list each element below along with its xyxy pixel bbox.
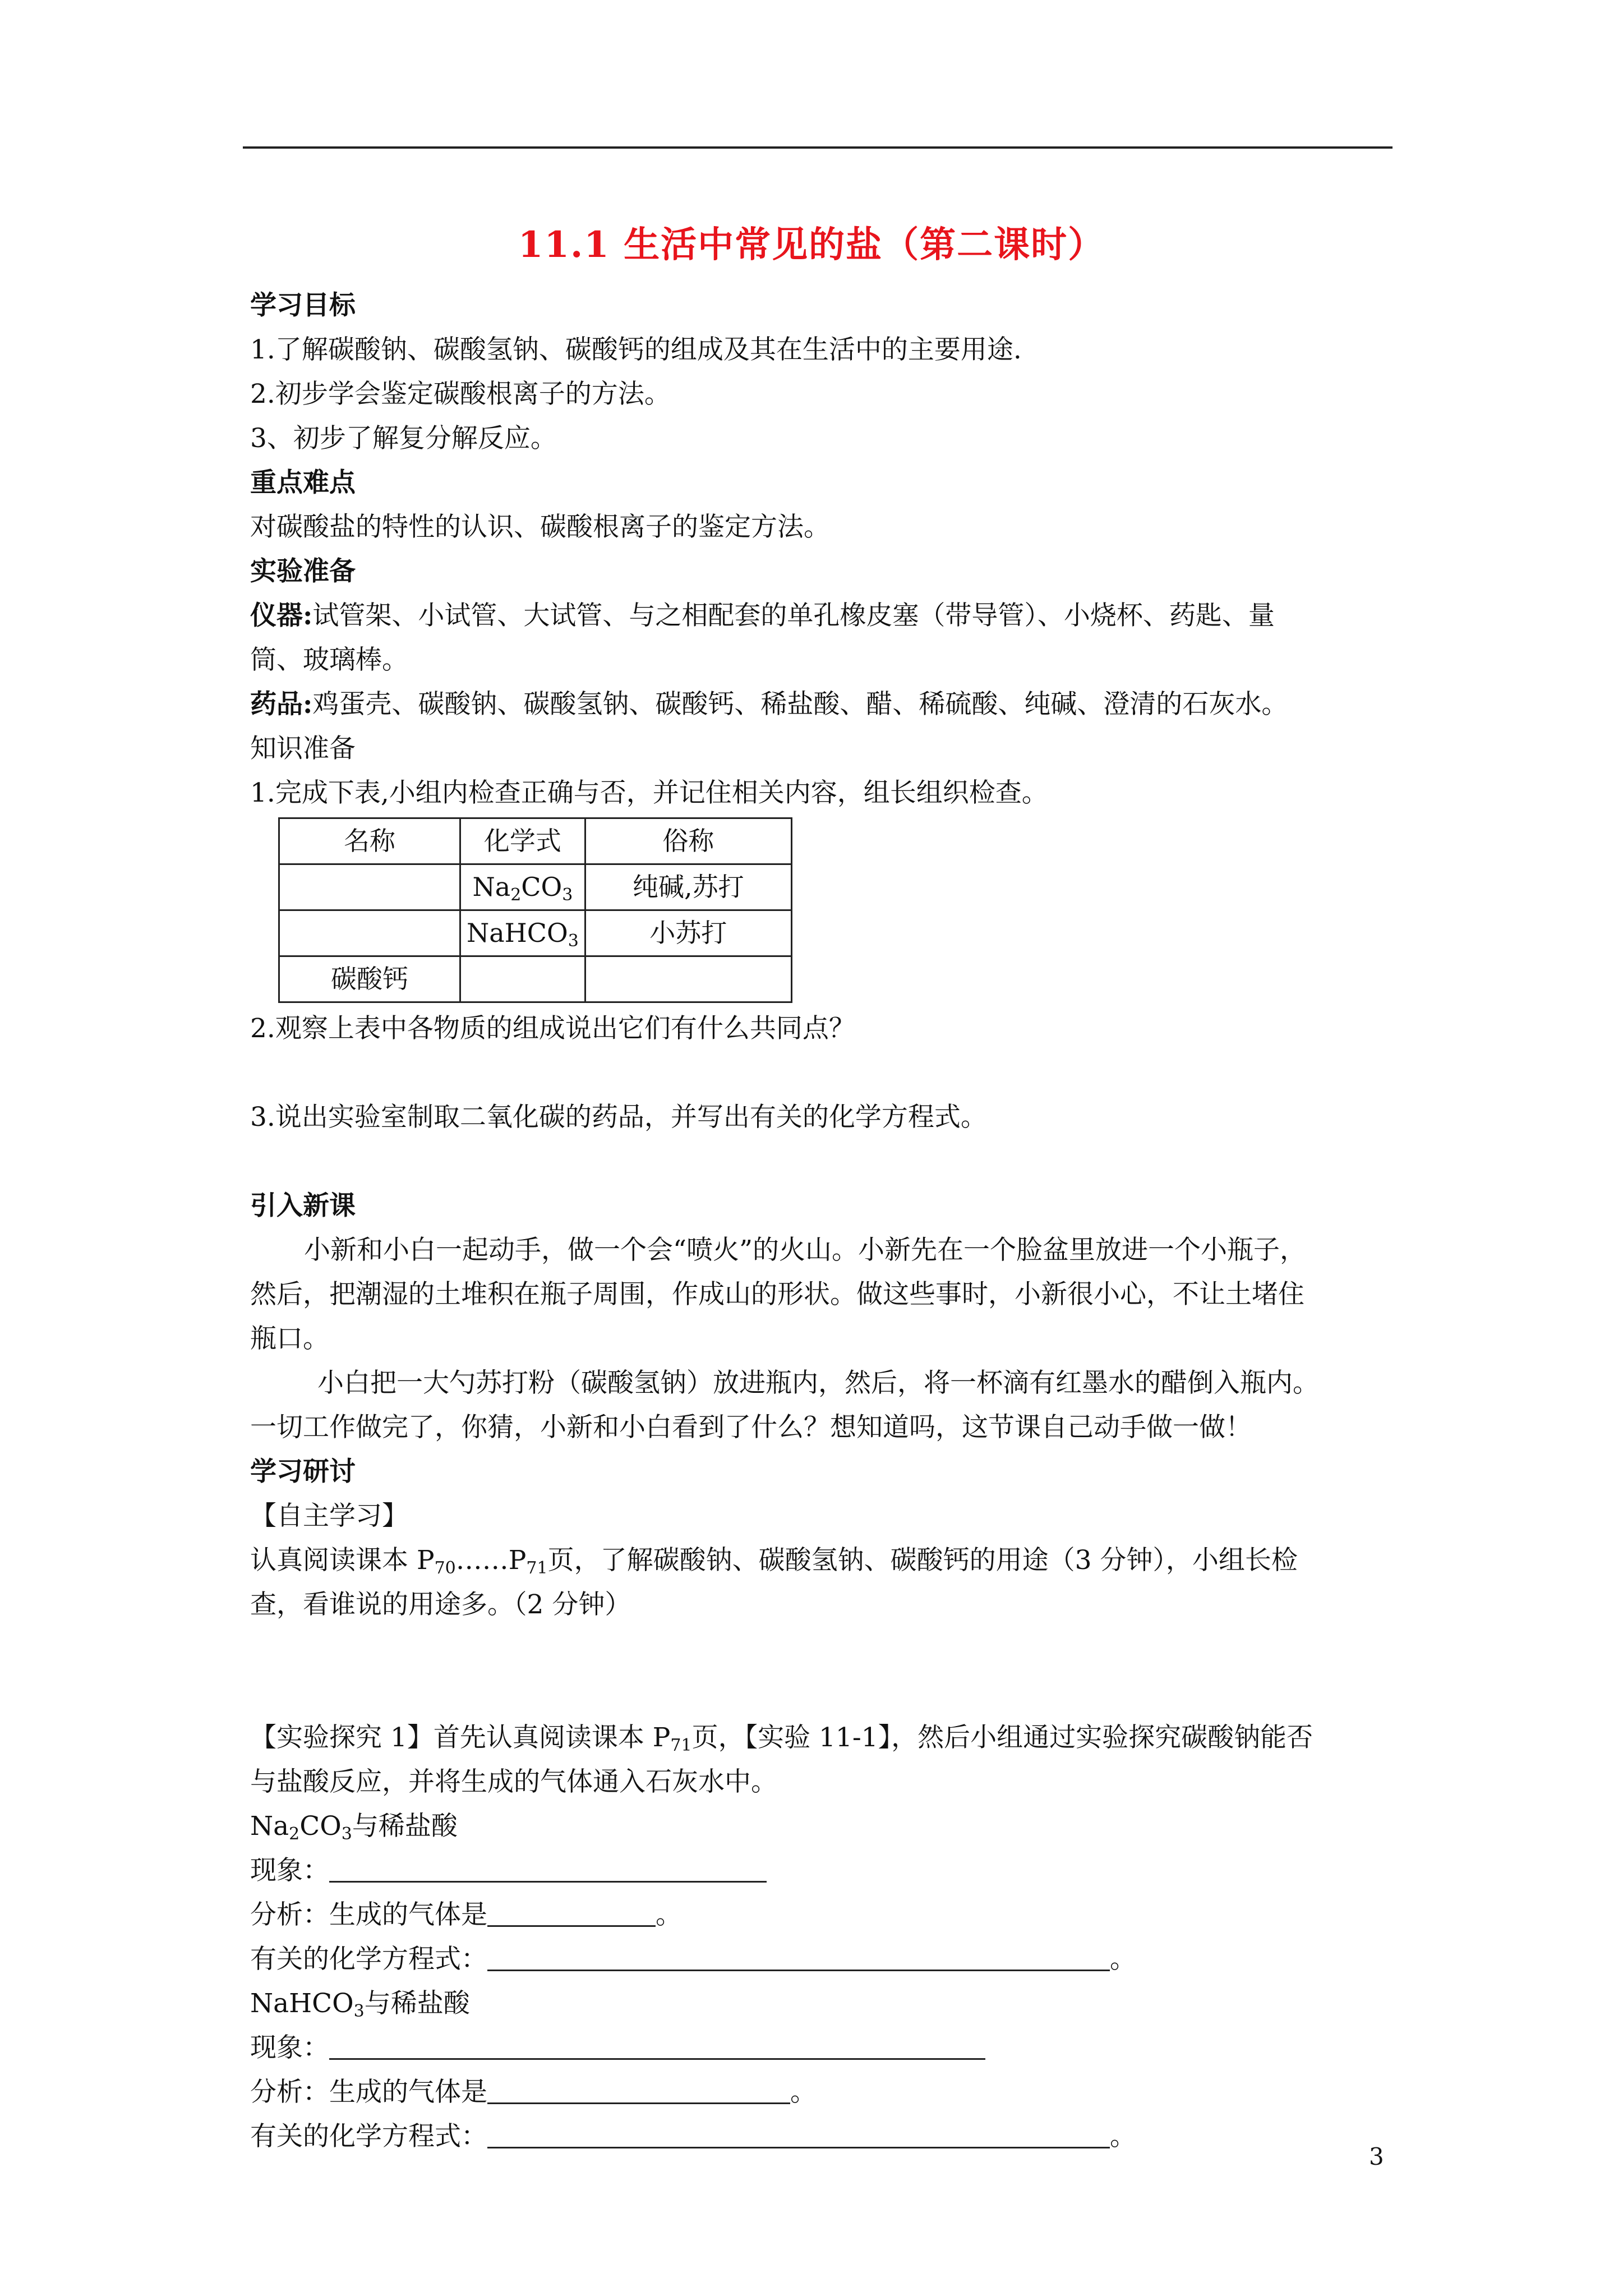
reagents-label: 药品:	[250, 689, 313, 720]
phenomenon-row: 现象：	[250, 2026, 1394, 2070]
experiment-intro: 【实验探究 1】首先认真阅读课本 $P_{71}$页，【实验 11-1】，然后小组通过实验探究碳酸钠能否	[250, 1722, 1313, 1755]
intro-paragraph-1-cont: 然后，把潮湿的土堆积在瓶子周围，作成山的形状。做这些事时，小新很小心，不让土堵住	[250, 1279, 1304, 1310]
prep-heading: 实验准备	[250, 556, 356, 587]
instruments-line	[250, 593, 1394, 638]
cell-name-blank[interactable]	[279, 864, 460, 910]
cell-formula-blank[interactable]	[460, 956, 585, 1002]
study-heading: 学习研讨	[250, 1456, 356, 1487]
intro-paragraph-1-cont: 瓶口。	[250, 1323, 329, 1354]
objective-item: 1.了解碳酸钠、碳酸氢钠、碳酸钙的组成及其在生活中的主要用途.	[250, 334, 1022, 365]
key-points-heading: 重点难点	[250, 467, 356, 498]
analysis-row: 分析：生成的气体是 。	[250, 2070, 1394, 2114]
gas-blank[interactable]	[487, 1897, 656, 1927]
phenomenon-blank[interactable]	[329, 1853, 767, 1883]
gas-blank[interactable]	[487, 2074, 790, 2104]
equation-row: 有关的化学方程式： 。	[250, 1937, 1394, 1981]
self-study-line: 认真阅读课本 $P_{70}\dots\dots P_{71}$页，了解碳酸钠、碳酸氢钠、碳酸钙的用途（3 分钟），小组长检	[250, 1545, 1298, 1578]
intro-heading: 引入新课	[250, 1190, 356, 1221]
instruments-line-2: 筒、玻璃棒。	[250, 645, 408, 675]
key-points-text: 对碳酸盐的特性的认识、碳酸根离子的鉴定方法。	[250, 512, 830, 542]
analysis-row: 分析：生成的气体是 。	[250, 1893, 1394, 1937]
question-3: 3.说出实验室制取二氧化碳的药品，并写出有关的化学方程式。	[250, 1102, 987, 1133]
experiment-intro-cont: 与盐酸反应，并将生成的气体通入石灰水中。	[250, 1766, 777, 1797]
table-row	[279, 956, 792, 1002]
equation-blank[interactable]	[487, 1941, 1110, 1971]
self-study-line-2: 查，看谁说的用途多。（2 分钟）	[250, 1589, 631, 1620]
reagents-line	[250, 682, 1394, 726]
phenomenon-blank[interactable]	[329, 2030, 985, 2060]
objectives-heading: 学习目标	[250, 290, 356, 321]
cell-common-name: 小苏打	[585, 910, 791, 956]
reagents-text: 鸡蛋壳、碳酸钠、碳酸氢钠、碳酸钙、稀盐酸、醋、稀硫酸、纯碱、澄清的石灰水。	[312, 689, 1288, 720]
table-row	[279, 910, 792, 956]
question-1: 1.完成下表,小组内检查正确与否，并记住相关内容，组长组织检查。	[250, 777, 1048, 808]
equation-row: 有关的化学方程式： 。	[250, 2114, 1394, 2159]
cell-name-blank[interactable]	[279, 910, 460, 956]
intro-paragraph-2-cont: 一切工作做完了，你猜，小新和小白看到了什么？想知道吗，这节课自己动手做一做！	[250, 1412, 1252, 1443]
column-header-name: 名称	[279, 818, 460, 864]
column-header-formula: 化学式	[460, 818, 585, 864]
header-rule	[243, 146, 1393, 149]
objective-item: 2.初步学会鉴定碳酸根离子的方法。	[250, 379, 671, 409]
objective-item: 3、初步了解复分解反应。	[250, 423, 557, 454]
page-number: 3	[1369, 2143, 1384, 2170]
subheading-nahco3: NaHCO$_3$与稀盐酸	[250, 1988, 470, 2021]
document-body	[250, 283, 1394, 2159]
table-header-row	[279, 818, 792, 864]
cell-common-name-blank[interactable]	[585, 956, 791, 1002]
knowledge-heading: 知识准备	[250, 733, 356, 764]
intro-paragraph-1: 小新和小白一起动手，做一个会“喷火”的火山。小新先在一个脸盆里放进一个小瓶子，	[304, 1235, 1307, 1266]
cell-name: 碳酸钙	[279, 956, 460, 1002]
cell-formula: NaHCO$_3$	[460, 910, 585, 956]
phenomenon-row: 现象：	[250, 1848, 1394, 1893]
salts-table	[278, 817, 792, 1003]
cell-common-name: 纯碱,苏打	[585, 864, 791, 910]
table-row	[279, 864, 792, 910]
instruments-text: 试管架、小试管、大试管、与之相配套的单孔橡皮塞（带导管）、小烧杯、药匙、量	[312, 600, 1275, 631]
equation-blank[interactable]	[487, 2119, 1110, 2148]
question-2: 2.观察上表中各物质的组成说出它们有什么共同点？	[250, 1013, 855, 1044]
instruments-label: 仪器:	[250, 600, 313, 631]
cell-formula: $Na_2CO_3$	[460, 864, 585, 910]
subheading-na2co3: $Na_2CO_3$与稀盐酸	[250, 1811, 458, 1844]
page-title: 11.1 生活中常见的盐（第二课时）	[518, 224, 1105, 266]
intro-paragraph-2: 小白把一大勺苏打粉（碳酸氢钠）放进瓶内，然后，将一杯滴有红墨水的醋倒入瓶内。	[317, 1368, 1319, 1398]
self-study-heading: 【自主学习】	[250, 1501, 408, 1531]
column-header-common-name: 俗称	[585, 818, 791, 864]
